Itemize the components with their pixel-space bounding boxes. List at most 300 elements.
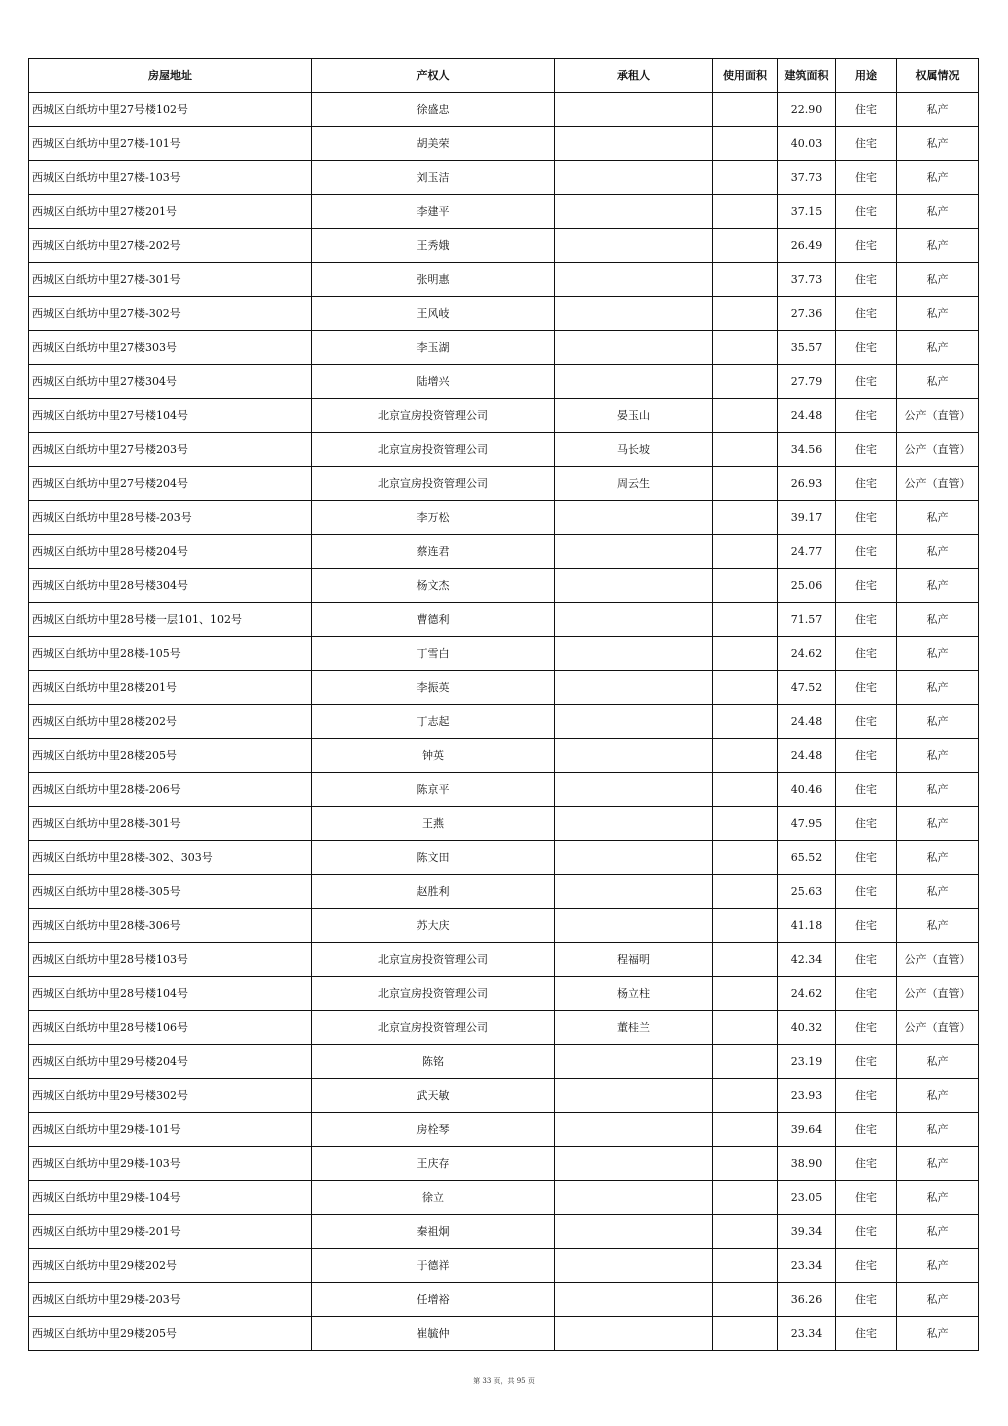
cell-tenant	[555, 501, 713, 535]
cell-tenant	[555, 161, 713, 195]
cell-address: 西城区白纸坊中里27号楼203号	[29, 433, 312, 467]
cell-address: 西城区白纸坊中里29楼-101号	[29, 1113, 312, 1147]
cell-usage: 住宅	[836, 1215, 897, 1249]
cell-ownership: 私产	[897, 671, 979, 705]
cell-tenant	[555, 841, 713, 875]
cell-tenant	[555, 229, 713, 263]
cell-owner: 王风岐	[312, 297, 555, 331]
cell-usable-area	[713, 1045, 778, 1079]
table-row	[29, 1045, 979, 1079]
cell-usable-area	[713, 297, 778, 331]
cell-address: 西城区白纸坊中里28楼-306号	[29, 909, 312, 943]
col-header-address: 房屋地址	[29, 59, 312, 93]
cell-address: 西城区白纸坊中里29楼202号	[29, 1249, 312, 1283]
cell-usage: 住宅	[836, 535, 897, 569]
col-header-usage: 用途	[836, 59, 897, 93]
cell-building-area: 25.63	[778, 875, 836, 909]
cell-address: 西城区白纸坊中里29楼205号	[29, 1317, 312, 1351]
cell-address: 西城区白纸坊中里28号楼-203号	[29, 501, 312, 535]
cell-usable-area	[713, 535, 778, 569]
table-row	[29, 1147, 979, 1181]
cell-owner: 徐盛忠	[312, 93, 555, 127]
cell-ownership: 私产	[897, 1045, 979, 1079]
cell-ownership: 私产	[897, 1215, 979, 1249]
cell-tenant	[555, 195, 713, 229]
cell-ownership: 公产（直管）	[897, 467, 979, 501]
cell-usable-area	[713, 943, 778, 977]
cell-tenant	[555, 93, 713, 127]
table-row	[29, 1011, 979, 1045]
cell-ownership: 私产	[897, 841, 979, 875]
table-row	[29, 161, 979, 195]
cell-building-area: 39.34	[778, 1215, 836, 1249]
cell-tenant	[555, 773, 713, 807]
cell-address: 西城区白纸坊中里28楼201号	[29, 671, 312, 705]
cell-address: 西城区白纸坊中里28号楼104号	[29, 977, 312, 1011]
cell-owner: 北京宣房投资管理公司	[312, 433, 555, 467]
cell-usable-area	[713, 977, 778, 1011]
cell-address: 西城区白纸坊中里28楼202号	[29, 705, 312, 739]
cell-building-area: 23.34	[778, 1249, 836, 1283]
table-row	[29, 263, 979, 297]
table-row	[29, 501, 979, 535]
cell-usable-area	[713, 1283, 778, 1317]
cell-ownership: 私产	[897, 603, 979, 637]
table-row	[29, 1215, 979, 1249]
table-row	[29, 331, 979, 365]
cell-usage: 住宅	[836, 1079, 897, 1113]
cell-ownership: 私产	[897, 705, 979, 739]
cell-building-area: 38.90	[778, 1147, 836, 1181]
cell-ownership: 私产	[897, 93, 979, 127]
cell-usable-area	[713, 705, 778, 739]
cell-usable-area	[713, 1249, 778, 1283]
cell-address: 西城区白纸坊中里29号楼302号	[29, 1079, 312, 1113]
cell-owner: 北京宣房投资管理公司	[312, 399, 555, 433]
table-row	[29, 1283, 979, 1317]
cell-usable-area	[713, 807, 778, 841]
cell-address: 西城区白纸坊中里27楼-103号	[29, 161, 312, 195]
cell-owner: 李建平	[312, 195, 555, 229]
cell-tenant	[555, 671, 713, 705]
table-row	[29, 467, 979, 501]
cell-building-area: 36.26	[778, 1283, 836, 1317]
cell-usage: 住宅	[836, 943, 897, 977]
cell-address: 西城区白纸坊中里27楼-302号	[29, 297, 312, 331]
cell-tenant	[555, 127, 713, 161]
cell-address: 西城区白纸坊中里27号楼204号	[29, 467, 312, 501]
col-header-building-area: 建筑面积	[778, 59, 836, 93]
table-row	[29, 841, 979, 875]
cell-usage: 住宅	[836, 637, 897, 671]
cell-address: 西城区白纸坊中里27楼-301号	[29, 263, 312, 297]
cell-usage: 住宅	[836, 739, 897, 773]
cell-usage: 住宅	[836, 977, 897, 1011]
col-header-ownership: 权属情况	[897, 59, 979, 93]
cell-tenant	[555, 603, 713, 637]
cell-usable-area	[713, 1181, 778, 1215]
cell-ownership: 私产	[897, 127, 979, 161]
table-row	[29, 977, 979, 1011]
cell-ownership: 私产	[897, 1147, 979, 1181]
cell-tenant	[555, 263, 713, 297]
cell-usable-area	[713, 909, 778, 943]
cell-tenant: 晏玉山	[555, 399, 713, 433]
cell-address: 西城区白纸坊中里28号楼103号	[29, 943, 312, 977]
cell-usable-area	[713, 263, 778, 297]
page-number: 第 33 页，共 95 页	[473, 1377, 535, 1385]
cell-tenant	[555, 365, 713, 399]
cell-address: 西城区白纸坊中里28楼-105号	[29, 637, 312, 671]
cell-owner: 北京宣房投资管理公司	[312, 467, 555, 501]
cell-usable-area	[713, 841, 778, 875]
cell-owner: 丁志起	[312, 705, 555, 739]
property-table	[28, 58, 979, 1351]
cell-usage: 住宅	[836, 127, 897, 161]
cell-address: 西城区白纸坊中里27楼304号	[29, 365, 312, 399]
cell-usable-area	[713, 1215, 778, 1249]
cell-owner: 北京宣房投资管理公司	[312, 943, 555, 977]
cell-owner: 秦祖炯	[312, 1215, 555, 1249]
table-row	[29, 297, 979, 331]
cell-ownership: 私产	[897, 875, 979, 909]
cell-tenant: 杨立柱	[555, 977, 713, 1011]
cell-usable-area	[713, 161, 778, 195]
cell-ownership: 私产	[897, 773, 979, 807]
cell-ownership: 私产	[897, 739, 979, 773]
cell-building-area: 24.48	[778, 399, 836, 433]
cell-address: 西城区白纸坊中里28楼-302、303号	[29, 841, 312, 875]
table-row	[29, 1181, 979, 1215]
cell-building-area: 41.18	[778, 909, 836, 943]
cell-building-area: 34.56	[778, 433, 836, 467]
cell-ownership: 私产	[897, 297, 979, 331]
cell-address: 西城区白纸坊中里29号楼204号	[29, 1045, 312, 1079]
cell-usable-area	[713, 229, 778, 263]
cell-usage: 住宅	[836, 1317, 897, 1351]
cell-address: 西城区白纸坊中里28楼205号	[29, 739, 312, 773]
cell-address: 西城区白纸坊中里29楼-201号	[29, 1215, 312, 1249]
cell-ownership: 公产（直管）	[897, 399, 979, 433]
cell-usage: 住宅	[836, 1147, 897, 1181]
col-header-owner: 产权人	[312, 59, 555, 93]
cell-owner: 李振英	[312, 671, 555, 705]
cell-usable-area	[713, 501, 778, 535]
cell-usable-area	[713, 365, 778, 399]
cell-tenant	[555, 1181, 713, 1215]
cell-address: 西城区白纸坊中里28楼-305号	[29, 875, 312, 909]
header-row	[29, 59, 979, 93]
table-row	[29, 1079, 979, 1113]
cell-usage: 住宅	[836, 875, 897, 909]
cell-usage: 住宅	[836, 467, 897, 501]
table-row	[29, 739, 979, 773]
cell-usable-area	[713, 637, 778, 671]
cell-owner: 陈文田	[312, 841, 555, 875]
table-row	[29, 637, 979, 671]
cell-usage: 住宅	[836, 433, 897, 467]
cell-building-area: 24.77	[778, 535, 836, 569]
cell-owner: 王庆存	[312, 1147, 555, 1181]
cell-building-area: 39.17	[778, 501, 836, 535]
table-row	[29, 807, 979, 841]
cell-building-area: 24.62	[778, 637, 836, 671]
cell-ownership: 私产	[897, 1317, 979, 1351]
cell-tenant	[555, 331, 713, 365]
cell-address: 西城区白纸坊中里28号楼一层101、102号	[29, 603, 312, 637]
cell-ownership: 私产	[897, 637, 979, 671]
cell-usable-area	[713, 1113, 778, 1147]
cell-usage: 住宅	[836, 501, 897, 535]
cell-tenant	[555, 1283, 713, 1317]
cell-usable-area	[713, 1079, 778, 1113]
cell-ownership: 私产	[897, 909, 979, 943]
cell-tenant	[555, 1215, 713, 1249]
table-row	[29, 93, 979, 127]
cell-tenant	[555, 705, 713, 739]
cell-building-area: 35.57	[778, 331, 836, 365]
cell-address: 西城区白纸坊中里27楼-101号	[29, 127, 312, 161]
cell-ownership: 私产	[897, 1181, 979, 1215]
cell-building-area: 23.93	[778, 1079, 836, 1113]
cell-ownership: 私产	[897, 263, 979, 297]
cell-owner: 陈京平	[312, 773, 555, 807]
cell-usage: 住宅	[836, 195, 897, 229]
cell-building-area: 37.73	[778, 263, 836, 297]
cell-address: 西城区白纸坊中里29楼-203号	[29, 1283, 312, 1317]
cell-building-area: 24.48	[778, 705, 836, 739]
cell-owner: 苏大庆	[312, 909, 555, 943]
cell-usable-area	[713, 93, 778, 127]
col-header-tenant: 承租人	[555, 59, 713, 93]
cell-tenant: 董桂兰	[555, 1011, 713, 1045]
table-row	[29, 1113, 979, 1147]
cell-building-area: 23.34	[778, 1317, 836, 1351]
cell-usable-area	[713, 603, 778, 637]
cell-usage: 住宅	[836, 773, 897, 807]
cell-tenant	[555, 807, 713, 841]
cell-usable-area	[713, 127, 778, 161]
cell-building-area: 37.73	[778, 161, 836, 195]
cell-usage: 住宅	[836, 705, 897, 739]
cell-usage: 住宅	[836, 671, 897, 705]
cell-usage: 住宅	[836, 297, 897, 331]
cell-owner: 于德祥	[312, 1249, 555, 1283]
cell-usable-area	[713, 331, 778, 365]
cell-usable-area	[713, 773, 778, 807]
cell-owner: 赵胜利	[312, 875, 555, 909]
cell-owner: 蔡连君	[312, 535, 555, 569]
cell-owner: 曹德利	[312, 603, 555, 637]
cell-building-area: 26.93	[778, 467, 836, 501]
cell-owner: 任增裕	[312, 1283, 555, 1317]
cell-ownership: 私产	[897, 365, 979, 399]
cell-usage: 住宅	[836, 331, 897, 365]
cell-usable-area	[713, 1011, 778, 1045]
cell-usage: 住宅	[836, 365, 897, 399]
cell-usable-area	[713, 1147, 778, 1181]
cell-ownership: 私产	[897, 331, 979, 365]
cell-tenant	[555, 1317, 713, 1351]
cell-ownership: 私产	[897, 569, 979, 603]
col-header-usable-area: 使用面积	[713, 59, 778, 93]
cell-owner: 武天敏	[312, 1079, 555, 1113]
cell-ownership: 公产（直管）	[897, 943, 979, 977]
table-row	[29, 909, 979, 943]
cell-owner: 丁雪白	[312, 637, 555, 671]
cell-address: 西城区白纸坊中里27楼303号	[29, 331, 312, 365]
cell-owner: 胡美荣	[312, 127, 555, 161]
cell-tenant	[555, 909, 713, 943]
cell-usage: 住宅	[836, 399, 897, 433]
cell-owner: 张明惠	[312, 263, 555, 297]
cell-building-area: 26.49	[778, 229, 836, 263]
cell-building-area: 42.34	[778, 943, 836, 977]
cell-ownership: 私产	[897, 161, 979, 195]
cell-ownership: 私产	[897, 807, 979, 841]
cell-owner: 徐立	[312, 1181, 555, 1215]
cell-address: 西城区白纸坊中里27楼201号	[29, 195, 312, 229]
cell-ownership: 私产	[897, 195, 979, 229]
cell-address: 西城区白纸坊中里29楼-103号	[29, 1147, 312, 1181]
cell-address: 西城区白纸坊中里28楼-301号	[29, 807, 312, 841]
cell-usable-area	[713, 875, 778, 909]
cell-address: 西城区白纸坊中里28号楼304号	[29, 569, 312, 603]
cell-owner: 李玉湖	[312, 331, 555, 365]
cell-tenant	[555, 1045, 713, 1079]
cell-building-area: 24.48	[778, 739, 836, 773]
cell-usage: 住宅	[836, 603, 897, 637]
table-row	[29, 433, 979, 467]
cell-usage: 住宅	[836, 263, 897, 297]
cell-usable-area	[713, 671, 778, 705]
cell-tenant: 周云生	[555, 467, 713, 501]
cell-usage: 住宅	[836, 807, 897, 841]
cell-address: 西城区白纸坊中里28楼-206号	[29, 773, 312, 807]
cell-owner: 刘玉洁	[312, 161, 555, 195]
table-row	[29, 535, 979, 569]
cell-owner: 北京宣房投资管理公司	[312, 1011, 555, 1045]
cell-owner: 李万松	[312, 501, 555, 535]
cell-address: 西城区白纸坊中里29楼-104号	[29, 1181, 312, 1215]
table-row	[29, 603, 979, 637]
cell-tenant	[555, 739, 713, 773]
cell-usage: 住宅	[836, 1283, 897, 1317]
cell-tenant	[555, 535, 713, 569]
cell-usage: 住宅	[836, 1181, 897, 1215]
cell-building-area: 39.64	[778, 1113, 836, 1147]
cell-usage: 住宅	[836, 569, 897, 603]
cell-address: 西城区白纸坊中里28号楼106号	[29, 1011, 312, 1045]
cell-owner: 房栓琴	[312, 1113, 555, 1147]
cell-tenant	[555, 875, 713, 909]
cell-ownership: 公产（直管）	[897, 977, 979, 1011]
cell-ownership: 私产	[897, 535, 979, 569]
cell-building-area: 22.90	[778, 93, 836, 127]
cell-address: 西城区白纸坊中里27号楼102号	[29, 93, 312, 127]
cell-owner: 崔毓仲	[312, 1317, 555, 1351]
table-row	[29, 1317, 979, 1351]
table-row	[29, 705, 979, 739]
cell-building-area: 65.52	[778, 841, 836, 875]
cell-tenant: 程福明	[555, 943, 713, 977]
cell-building-area: 24.62	[778, 977, 836, 1011]
cell-building-area: 27.79	[778, 365, 836, 399]
cell-ownership: 私产	[897, 229, 979, 263]
table-row	[29, 569, 979, 603]
cell-owner: 北京宣房投资管理公司	[312, 977, 555, 1011]
cell-tenant	[555, 569, 713, 603]
cell-address: 西城区白纸坊中里28号楼204号	[29, 535, 312, 569]
cell-building-area: 27.36	[778, 297, 836, 331]
cell-usable-area	[713, 569, 778, 603]
cell-building-area: 40.46	[778, 773, 836, 807]
table-row	[29, 773, 979, 807]
table-row	[29, 875, 979, 909]
cell-owner: 王燕	[312, 807, 555, 841]
cell-usable-area	[713, 399, 778, 433]
table-row	[29, 229, 979, 263]
cell-building-area: 37.15	[778, 195, 836, 229]
cell-usage: 住宅	[836, 841, 897, 875]
cell-owner: 陆增兴	[312, 365, 555, 399]
cell-tenant	[555, 1113, 713, 1147]
cell-usage: 住宅	[836, 229, 897, 263]
cell-building-area: 40.32	[778, 1011, 836, 1045]
cell-usable-area	[713, 467, 778, 501]
table-row	[29, 127, 979, 161]
cell-usable-area	[713, 195, 778, 229]
cell-owner: 陈铭	[312, 1045, 555, 1079]
cell-tenant	[555, 637, 713, 671]
cell-ownership: 私产	[897, 1113, 979, 1147]
cell-usable-area	[713, 739, 778, 773]
cell-tenant	[555, 1079, 713, 1113]
table-row	[29, 943, 979, 977]
cell-ownership: 公产（直管）	[897, 433, 979, 467]
table-row	[29, 195, 979, 229]
table-row	[29, 399, 979, 433]
cell-building-area: 23.05	[778, 1181, 836, 1215]
cell-building-area: 40.03	[778, 127, 836, 161]
cell-building-area: 47.52	[778, 671, 836, 705]
cell-owner: 杨文杰	[312, 569, 555, 603]
cell-ownership: 私产	[897, 1079, 979, 1113]
cell-ownership: 公产（直管）	[897, 1011, 979, 1045]
cell-ownership: 私产	[897, 501, 979, 535]
cell-usage: 住宅	[836, 1249, 897, 1283]
cell-building-area: 23.19	[778, 1045, 836, 1079]
cell-usage: 住宅	[836, 1011, 897, 1045]
cell-usable-area	[713, 433, 778, 467]
cell-usage: 住宅	[836, 161, 897, 195]
cell-address: 西城区白纸坊中里27号楼104号	[29, 399, 312, 433]
table-row	[29, 365, 979, 399]
cell-building-area: 47.95	[778, 807, 836, 841]
cell-usable-area	[713, 1317, 778, 1351]
table-row	[29, 671, 979, 705]
cell-ownership: 私产	[897, 1283, 979, 1317]
cell-tenant	[555, 297, 713, 331]
cell-usage: 住宅	[836, 1113, 897, 1147]
cell-building-area: 71.57	[778, 603, 836, 637]
table-row	[29, 1249, 979, 1283]
cell-building-area: 25.06	[778, 569, 836, 603]
cell-tenant	[555, 1249, 713, 1283]
cell-owner: 钟英	[312, 739, 555, 773]
cell-tenant: 马长坡	[555, 433, 713, 467]
cell-owner: 王秀娥	[312, 229, 555, 263]
